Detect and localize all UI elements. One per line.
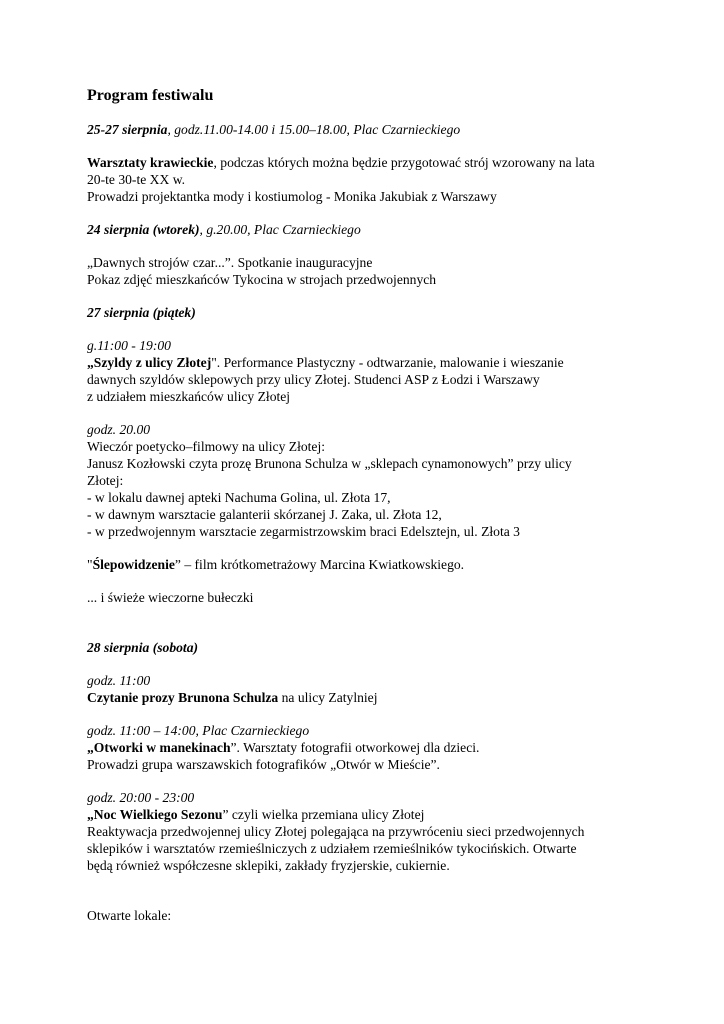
evening-line-2: Janusz Kozłowski czyta prozę Brunona Schulza w „sklepach cynamonowych” przy ulicy: [87, 456, 572, 471]
evening-venue-2: - w dawnym warsztacie galanterii skórzanej J. Zaka, ul. Złota 12,: [87, 507, 442, 522]
film-quote-open: ": [87, 557, 93, 572]
signs-desc: ". Performance Plastyczny - odtwarzanie, malowanie i wieszanie: [211, 355, 564, 370]
tailoring-workshop-line: [87, 154, 647, 171]
tailoring-workshop-title: Warsztaty krawieckie: [87, 155, 214, 170]
evening-line-1: Wieczór poetycko–filmowy na ulicy Złotej:: [87, 439, 326, 454]
night-title: „Noc Wielkiego Sezonu: [87, 807, 223, 822]
tailoring-workshop-desc: , podczas których można będzie przygotować strój wzorowany na lata: [213, 155, 595, 170]
pinhole-line-1: [87, 739, 647, 756]
signs-line-3: z udziałem mieszkańców ulicy Złotej: [87, 389, 291, 404]
pinhole-line-2: Prowadzi grupa warszawskich fotografików „Otwór w Mieście”.: [87, 757, 440, 772]
evening-line-3: Złotej:: [87, 473, 124, 488]
reading-place: na ulicy Zatylniej: [278, 690, 378, 705]
pinhole-desc: ”. Warsztaty fotografii otworkowej dla dzieci.: [230, 740, 480, 755]
reading-title: Czytanie prozy Brunona Schulza: [87, 690, 279, 705]
signs-line-1: [87, 354, 647, 371]
film-desc: ” – film krótkometrażowy Marcina Kwiatkowskiego.: [174, 557, 465, 572]
photo-show-line: Pokaz zdjęć mieszkańców Tykocina w strojach przedwojennych: [87, 272, 437, 287]
reading-time: godz. 11:00: [87, 673, 151, 688]
aug27-heading: 27 sierpnia (piątek): [87, 305, 196, 320]
night-time: godz. 20:00 - 23:00: [87, 790, 195, 805]
pinhole-time: godz. 11:00 – 14:00, Plac Czarnieckiego: [87, 723, 310, 738]
page-title: Program festiwalu: [87, 87, 214, 104]
evening-venue-3: - w przedwojennym warsztacie zegarmistrzowskim braci Edelsztejn, ul. Złota 3: [87, 524, 520, 539]
document-page: [87, 86, 647, 924]
workshop-dates-line: [87, 121, 647, 138]
film-title: Ślepowidzenie: [92, 557, 175, 572]
workshop-hours-place: , godz.11.00-14.00 i 15.00–18.00, Plac Czarnieckiego: [167, 122, 461, 137]
evening-venue-1: - w lokalu dawnej apteki Nachuma Golina, ul. Złota 17,: [87, 490, 391, 505]
night-line-2: Reaktywacja przedwojennej ulicy Złotej polegająca na przywróceniu sieci przedwojennych: [87, 824, 585, 839]
night-line-4: będą również współczesne sklepiki, zakłady fryzjerskie, cukiernie.: [87, 858, 450, 873]
workshop-dates: 25-27 sierpnia: [87, 122, 168, 137]
pinhole-title: „Otworki w manekinach: [87, 740, 231, 755]
aug24-time-place: , g.20.00, Plac Czarnieckiego: [199, 222, 361, 237]
aug24-heading: [87, 221, 647, 238]
inauguration-line: „Dawnych strojów czar...”. Spotkanie inauguracyjne: [87, 255, 373, 270]
signs-line-2: dawnych szyldów sklepowych przy ulicy Złotej. Studenci ASP z Łodzi i Warszawy: [87, 372, 540, 387]
open-venues-line: Otwarte lokale:: [87, 908, 172, 923]
night-desc: ” czyli wielka przemiana ulicy Złotej: [222, 807, 425, 822]
night-line-1: [87, 806, 647, 823]
tailoring-workshop-line-2: 20-te 30-te XX w.: [87, 172, 186, 187]
rolls-line: ... i świeże wieczorne bułeczki: [87, 590, 254, 605]
night-line-3: sklepików i warsztatów rzemieślniczych z udziałem rzemieślników tykocińskich. Otwarte: [87, 841, 577, 856]
signs-time: g.11:00 - 19:00: [87, 338, 171, 353]
tailoring-workshop-leader: Prowadzi projektantka mody i kostiumolog - Monika Jakubiak z Warszawy: [87, 189, 497, 204]
signs-title: „Szyldy z ulicy Złotej: [87, 355, 212, 370]
reading-line: [87, 689, 647, 706]
film-line: [87, 556, 647, 573]
aug28-heading: 28 sierpnia (sobota): [87, 640, 199, 655]
evening-time: godz. 20.00: [87, 422, 151, 437]
aug24-date: 24 sierpnia (wtorek): [87, 222, 200, 237]
